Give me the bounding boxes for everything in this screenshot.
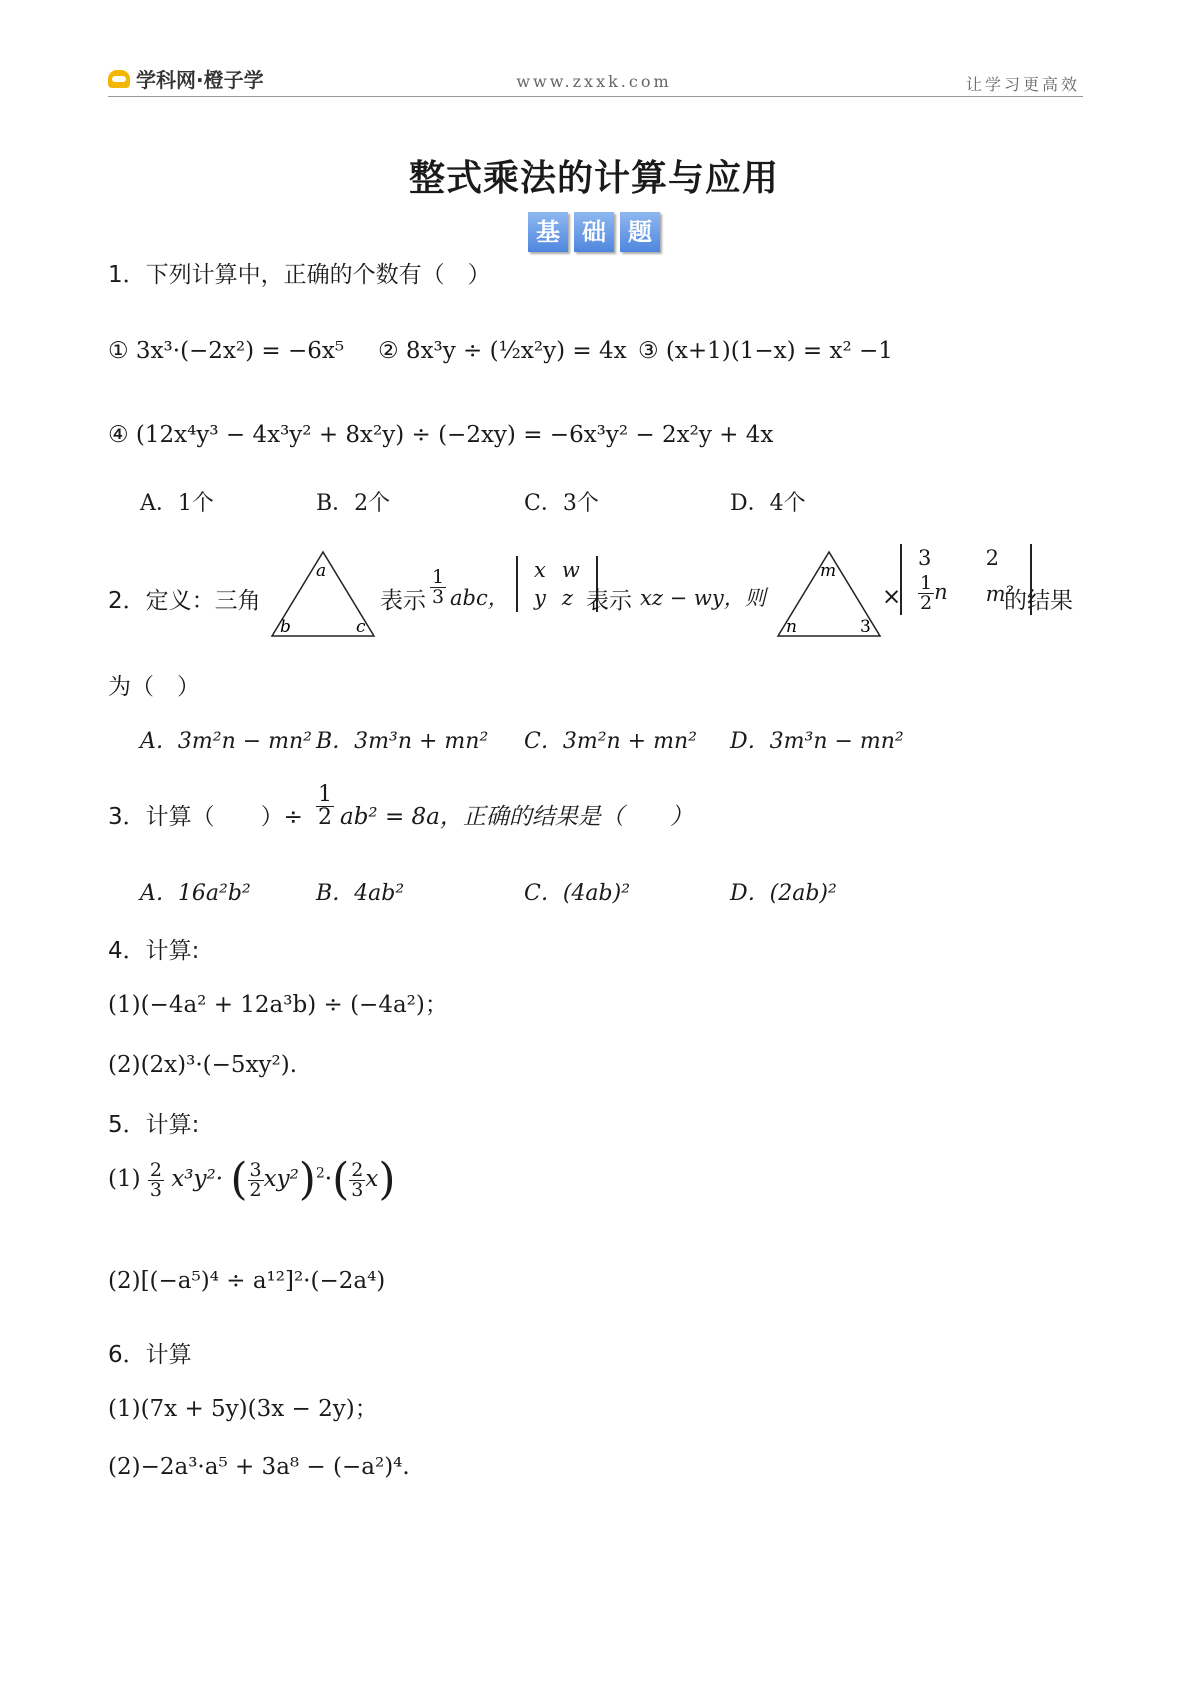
q2-option-b: B．3m³n + mn²	[316, 729, 489, 754]
q4-part1: (1)(−4a² + 12a³b) ÷ (−4a²)；	[108, 992, 448, 1018]
det1-c: y	[534, 586, 546, 610]
q2-frac-third	[430, 568, 446, 607]
q5-part2: (2)[(−a⁵)⁴ ÷ a¹²]²·(−2a⁴)	[108, 1268, 386, 1294]
det1-d: z	[561, 586, 573, 610]
frac-numerator: 1	[432, 566, 445, 588]
badge-char: 础	[574, 212, 614, 252]
triangle-figure-1	[268, 548, 378, 640]
q5-part1: (1) $\frac{2}{3}$ x³y²· ( $\frac{3}{2}$ xy²)$^2$·( $\frac{2}{3}$ x)	[108, 1154, 396, 1205]
section-badge	[0, 212, 1188, 252]
det2-d: m²	[985, 581, 1014, 606]
q5-part1-term: x³y²·	[171, 1166, 224, 1192]
triangle-2-left: n	[786, 617, 797, 637]
q6-part2: (2)−2a³·a⁵ + 3a⁸ − (−a²)⁴.	[108, 1454, 410, 1480]
q4-stem: 4．计算:	[108, 938, 200, 964]
q1-item2: ② 8x³y ÷ (½x²y) = 4x	[378, 338, 627, 364]
q3-option-d: D．(2ab)²	[730, 881, 837, 906]
q1-stem: 1．下列计算中，正确的个数有（ ）	[108, 262, 491, 288]
det2-c-var: n	[934, 580, 948, 604]
det2-b: 2	[985, 546, 999, 570]
q6-stem: 6．计算	[108, 1342, 192, 1368]
q1-option-a: A．1个	[140, 491, 214, 516]
q1-option-b: B．2个	[316, 491, 391, 516]
det2-c-num: 1	[920, 572, 933, 594]
triangle-1-top: a	[316, 561, 327, 581]
badge-char: 基	[528, 212, 568, 252]
det1-b: w	[561, 558, 580, 582]
q1-item4: ④ (12x⁴y³ − 4x³y² + 8x²y) ÷ (−2xy) = −6x³y² − 2x²y + 4x	[108, 422, 774, 448]
site-url: www.zxxk.com	[516, 72, 672, 91]
triangle-1-left: b	[280, 617, 291, 637]
q2-stem-b2: abc，	[450, 586, 509, 610]
det2-c-den: 2	[920, 592, 933, 614]
q6-part1: (1)(7x + 5y)(3x − 2y)；	[108, 1396, 378, 1422]
det2-a: 3	[918, 546, 932, 570]
logo-text: 学科网·橙子学	[136, 68, 264, 92]
frac-denominator: 2	[318, 805, 332, 830]
q1-item3: ③ (x+1)(1−x) = x² −1	[638, 338, 893, 364]
q2-stem-b: 表示	[380, 588, 426, 614]
q2-stem-e: 为（ ）	[108, 674, 200, 700]
q2-stem-a: 2．定义：三角	[108, 588, 261, 614]
triangle-1-right: c	[356, 617, 366, 637]
q3-option-c: C．(4ab)²	[524, 881, 631, 906]
q2-option-a: A．3m²n − mn²	[140, 729, 313, 754]
frac-denominator: 3	[432, 586, 445, 608]
q5-part1-label: (1)	[108, 1166, 141, 1192]
q5-stem: 5．计算:	[108, 1112, 200, 1138]
q2-option-d: D．3m³n − mn²	[730, 729, 904, 754]
header-divider	[108, 96, 1083, 97]
triangle-2-top: m	[820, 561, 837, 581]
site-slogan: 让学习更高效	[965, 75, 1080, 94]
q3-stem-a: 3．计算（ ）÷	[108, 804, 303, 830]
q4-part2: (2)(2x)³·(−5xy²).	[108, 1052, 298, 1078]
q3-option-b: B．4ab²	[316, 881, 405, 906]
q2-option-c: C．3m²n + mn²	[524, 729, 697, 754]
q3-frac-half	[316, 784, 334, 829]
triangle-2-right: 3	[860, 617, 871, 637]
q1-option-d: D．4个	[730, 491, 806, 516]
q2-stem-c: 表示	[586, 588, 632, 614]
q2-stem-c2: xz − wy，则	[640, 586, 766, 610]
frac-numerator: 1	[318, 782, 332, 807]
det1-a: x	[534, 558, 546, 582]
badge-char: 题	[620, 212, 660, 252]
q1-option-c: C．3个	[524, 491, 599, 516]
q3-stem-b: ab² = 8a，正确的结果是（ ）	[340, 804, 693, 830]
page-title: 整式乘法的计算与应用	[408, 157, 779, 199]
q2-times: ×	[882, 584, 902, 610]
q1-item1: ① 3x³·(−2x²) = −6x⁵	[108, 338, 345, 364]
triangle-figure-2	[774, 548, 884, 640]
q2-stem-d: 的结果	[1004, 588, 1073, 614]
q3-option-a: A．16a²b²	[140, 881, 251, 906]
